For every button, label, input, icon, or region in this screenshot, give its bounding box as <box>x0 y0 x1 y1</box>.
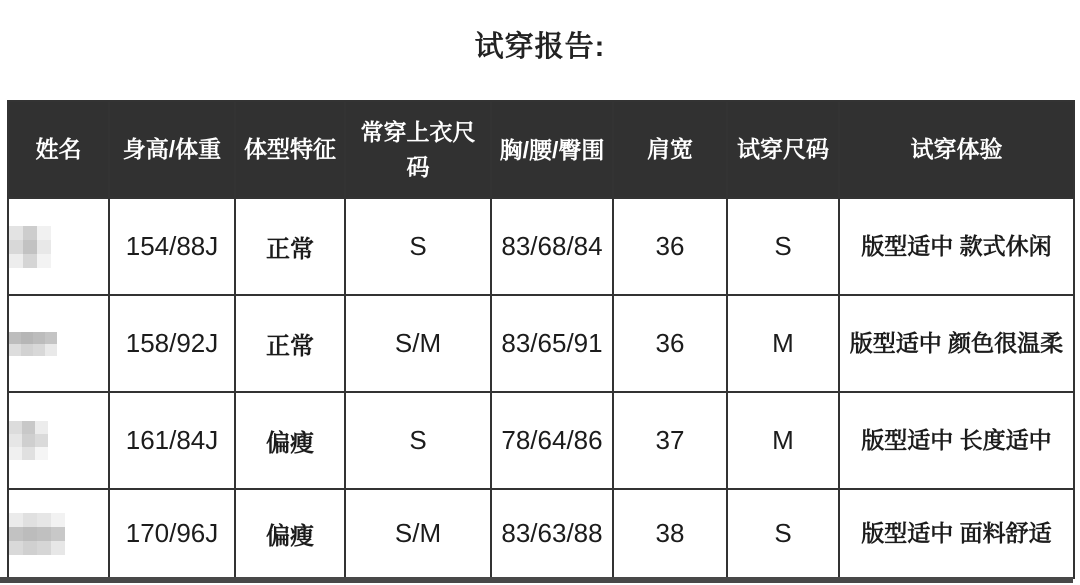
cell-usual-top-size: S/M <box>345 295 491 392</box>
cell-name-redacted <box>8 198 109 295</box>
column-header-tryon-experience: 试穿体验 <box>839 101 1074 198</box>
column-header-tryon-size: 试穿尺码 <box>727 101 839 198</box>
redacted-name-mosaic <box>9 226 108 268</box>
bottom-divider-bar <box>0 577 1073 583</box>
cell-usual-top-size: S <box>345 392 491 489</box>
cell-body-type: 正常 <box>235 198 345 295</box>
column-header-height-weight: 身高/体重 <box>109 101 235 198</box>
cell-tryon-experience: 版型适中 款式休闲 <box>839 198 1074 295</box>
cell-usual-top-size: S <box>345 198 491 295</box>
cell-bust-waist-hip: 83/68/84 <box>491 198 613 295</box>
table-row <box>8 198 1074 295</box>
column-header-usual-top-size-label: 常穿上衣尺码 <box>360 119 476 180</box>
cell-tryon-size: S <box>727 198 839 295</box>
redacted-name-mosaic <box>9 332 108 356</box>
tryon-report-table <box>7 100 1075 579</box>
cell-name-redacted <box>8 295 109 392</box>
redacted-name-mosaic <box>9 513 108 555</box>
table-header-row <box>8 101 1074 198</box>
cell-tryon-experience: 版型适中 长度适中 <box>839 392 1074 489</box>
cell-bust-waist-hip: 78/64/86 <box>491 392 613 489</box>
cell-tryon-size: M <box>727 295 839 392</box>
cell-bust-waist-hip: 83/63/88 <box>491 489 613 578</box>
cell-body-type: 偏瘦 <box>235 489 345 578</box>
cell-height-weight: 158/92J <box>109 295 235 392</box>
redacted-name-mosaic <box>9 421 108 460</box>
cell-shoulder-width: 37 <box>613 392 727 489</box>
table-row <box>8 392 1074 489</box>
cell-shoulder-width: 36 <box>613 295 727 392</box>
cell-shoulder-width: 38 <box>613 489 727 578</box>
cell-body-type: 偏瘦 <box>235 392 345 489</box>
table-row <box>8 489 1074 578</box>
table-row <box>8 295 1074 392</box>
cell-height-weight: 161/84J <box>109 392 235 489</box>
column-header-bust-waist-hip <box>491 101 613 198</box>
cell-tryon-experience: 版型适中 面料舒适 <box>839 489 1074 578</box>
column-header-body-type: 体型特征 <box>235 101 345 198</box>
cell-height-weight: 170/96J <box>109 489 235 578</box>
cell-tryon-experience: 版型适中 颜色很温柔 <box>839 295 1074 392</box>
column-header-usual-top-size <box>345 101 491 198</box>
column-header-shoulder-width: 肩宽 <box>613 101 727 198</box>
cell-shoulder-width: 36 <box>613 198 727 295</box>
cell-name-redacted <box>8 489 109 578</box>
cell-body-type: 正常 <box>235 295 345 392</box>
cell-name-redacted <box>8 392 109 489</box>
page-title: 试穿报告: <box>474 31 606 63</box>
cell-tryon-size: S <box>727 489 839 578</box>
cell-bust-waist-hip: 83/65/91 <box>491 295 613 392</box>
cell-tryon-size: M <box>727 392 839 489</box>
column-header-name: 姓名 <box>8 101 109 198</box>
column-header-bust-waist-hip-label: 胸/腰/臀围 <box>499 137 605 164</box>
cell-height-weight: 154/88J <box>109 198 235 295</box>
cell-usual-top-size: S/M <box>345 489 491 578</box>
